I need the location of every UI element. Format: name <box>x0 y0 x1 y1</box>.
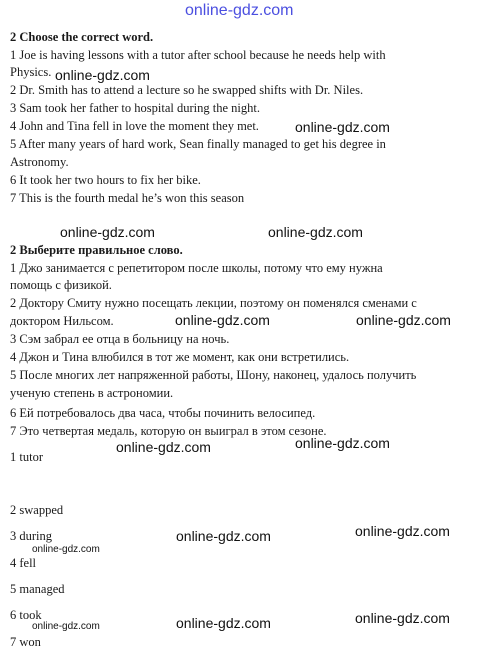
english-line: 1 Joe is having lessons with a tutor after school because he needs help with <box>10 48 386 62</box>
russian-line: 2 Доктору Смиту нужно посещать лекции, поэтому он поменялся сменами с <box>10 296 417 310</box>
watermark: online-gdz.com <box>175 312 270 328</box>
answer-item: 2 swapped <box>10 503 64 517</box>
answer-item: 5 managed <box>10 582 65 596</box>
answer-item: 3 during <box>10 529 53 543</box>
watermark: online-gdz.com <box>355 610 450 626</box>
russian-line: помощь с физикой. <box>10 278 112 292</box>
russian-line: 5 После многих лет напряженной работы, Шону, наконец, удалось получить <box>10 368 417 382</box>
watermark: online-gdz.com <box>32 544 100 555</box>
watermark: online-gdz.com <box>116 439 211 455</box>
watermark: online-gdz.com <box>176 615 271 631</box>
russian-line: ученую степень в астрономии. <box>10 386 174 400</box>
watermark: online-gdz.com <box>32 621 100 632</box>
russian-line: 7 Это четвертая медаль, которую он выиграл в этом сезоне. <box>10 424 327 438</box>
english-line: 7 This is the fourth medal he’s won this season <box>10 191 245 205</box>
watermark: online-gdz.com <box>60 224 155 240</box>
russian-line: 3 Сэм забрал ее отца в больницу на ночь. <box>10 332 230 346</box>
answer-item: 7 won <box>10 635 41 649</box>
english-line: Astronomy. <box>10 155 69 169</box>
english-line: 5 After many years of hard work, Sean finally managed to get his degree in <box>10 137 386 151</box>
answer-item: 6 took <box>10 608 42 622</box>
russian-heading: 2 Выберите правильное слово. <box>10 243 183 257</box>
watermark: online-gdz.com <box>268 224 363 240</box>
watermark: online-gdz.com <box>295 435 390 451</box>
answer-item: 4 fell <box>10 556 37 570</box>
english-line: 3 Sam took her father to hospital during the night. <box>10 101 260 115</box>
russian-line: доктором Нильсом. <box>10 314 114 328</box>
watermark: online-gdz.com <box>356 312 451 328</box>
english-line: 2 Dr. Smith has to attend a lecture so he swapped shifts with Dr. Niles. <box>10 83 364 97</box>
english-line: 4 John and Tina fell in love the moment they met. <box>10 119 259 133</box>
english-heading: 2 Choose the correct word. <box>10 30 154 44</box>
english-line: 6 It took her two hours to fix her bike. <box>10 173 201 187</box>
answer-item: 1 tutor <box>10 450 43 464</box>
watermark: online-gdz.com <box>176 528 271 544</box>
russian-line: 6 Ей потребовалось два часа, чтобы починить велосипед. <box>10 406 316 420</box>
watermark: online-gdz.com <box>185 2 294 19</box>
watermark: online-gdz.com <box>355 523 450 539</box>
watermark: online-gdz.com <box>295 119 390 135</box>
russian-line: 1 Джо занимается с репетитором после школы, потому что ему нужна <box>10 261 383 275</box>
english-line: Physics. <box>10 65 52 79</box>
watermark: online-gdz.com <box>55 67 150 83</box>
russian-line: 4 Джон и Тина влюбился в тот же момент, как они встретились. <box>10 350 350 364</box>
